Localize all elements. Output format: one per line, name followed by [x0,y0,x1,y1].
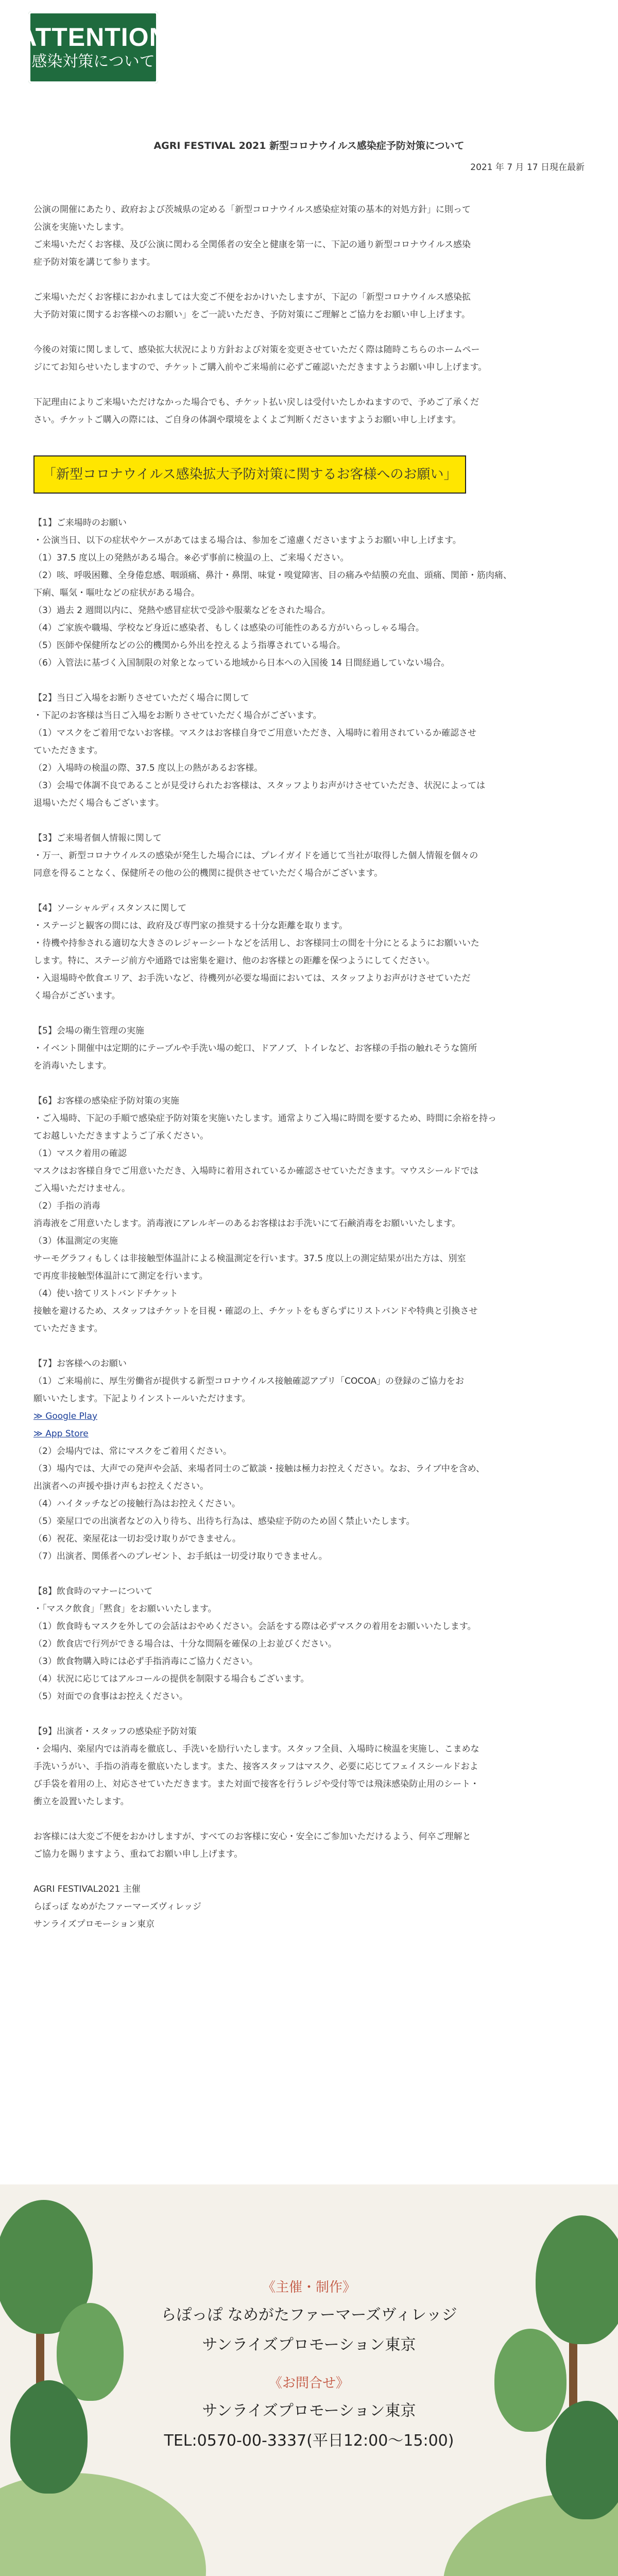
section-heading: 【4】ソーシャルディスタンスに関して [33,903,187,913]
main-content [33,138,585,1933]
section-line: ・万一、新型コロナウイルスの感染が発生した場合には、プレイガイドを通じて当社が取得した個人情報を個々の [33,851,478,861]
page-title: AGRI FESTIVAL 2021 新型コロナウイルス感染症予防対策について [153,140,465,151]
signature-line: サンライズプロモーション東京 [33,1919,155,1929]
intro-line: 大予防対策に関するお客様へのお願い」をご一読いただき、予防対策にご理解とご協力をお願い申し上げます。 [33,310,470,320]
section-line: ・公演当日、以下の症状やケースがあてはまる場合は、参加をご遠慮くださいますようお願い申し上げます。 [33,535,461,546]
organizer-heading: 《主催・制作》 [262,2280,356,2295]
section-heading: 【3】ご来場者個人情報に関して [33,833,162,843]
intro-line: ご来場いただくお客様、及び公演に関わる全関係者の安全と健康を第一に、下記の通り新型コロナウイルス感染 [33,240,471,250]
organizer-name-2: サンライズプロモーション東京 [202,2336,416,2354]
intro-line: さい。チケットご購入の際には、ご自身の体調や環境をよくよご判断くださいますようお願い申し上げます。 [33,415,461,425]
section-line: （1）37.5 度以上の発熱がある場合。※必ず事前に検温の上、ご来場ください。 [33,553,349,563]
contact-tel: TEL:0570-00-3337(平日12:00～15:00) [164,2432,454,2450]
section-line: 消毒液をご用意いたします。消毒液にアレルギーのあるお客様はお手洗いにて石鹸消毒をお願いいたします。 [33,1218,461,1229]
closing-paragraph [33,1828,585,1863]
section-line: （2）咳、呼吸困難、全身倦怠感、咽頭痛、鼻汁・鼻閉、味覚・嗅覚障害、目の痛みや結膜の充血、頭痛、関節・筋肉痛、 [33,570,512,581]
intro-paragraph [33,394,585,429]
contact-heading: 《お問合せ》 [268,2376,349,2391]
section-line: く場合がございます。 [33,991,121,1001]
section-line: （2）入場時の検温の際、37.5 度以上の熱があるお客様。 [33,763,263,773]
section-line: ・下記のお客様は当日ご入場をお断りさせていただく場合がございます。 [33,710,322,721]
section-line: （3）場内では、大声での発声や会話、来場者同士のご歓談・接触は極力お控えください。なお、ライブ中を含め、 [33,1464,485,1474]
footer [0,2184,618,2576]
section-line: び手袋を着用の上、対応させていただきます。また対面で接客を行うレジや受付等では飛沫感染防止用のシート・ [33,1779,479,1789]
section [33,514,585,672]
section [33,1022,585,1075]
section-line: ・会場内、楽屋内では消毒を徹底し、手洗いを励行いたします。スタッフ全員、入場時に検温を実施し、こまめな [33,1744,479,1754]
section-line: （4）ハイタッチなどの接触行為はお控えください。 [33,1499,241,1509]
signature-line: らぽっぽ なめがたファーマーズヴィレッジ [33,1902,202,1912]
section-line: （1）ご来場前に、厚生労働省が提供する新型コロナウイルス接触確認アプリ「COCOA」の登録のご協力をお [33,1376,464,1386]
intro-line: 公演の開催にあたり、政府および茨城県の定める「新型コロナウイルス感染症対策の基本的対処方針」に則って [33,205,471,215]
intro-line: 今後の対策に関しまして、感染拡大状況により方針および対策を変更させていただく際は随時こちらのホームペー [33,345,480,355]
section-heading: 【2】当日ご入場をお断りさせていただく場合に関して [33,693,249,703]
section-line: （5）医師や保健所などの公的機関から外出を控えるよう指導されている場合。 [33,640,346,651]
section-heading: 【7】お客様へのお願い [33,1359,127,1369]
organizer-name-1: らぽっぽ なめがたファーマーズヴィレッジ [161,2306,457,2324]
intro-line: 症予防対策を講じて参ります。 [33,257,156,267]
section-heading: 【5】会場の衛生管理の実施 [33,1026,144,1036]
section-line: 手洗いうがい、手指の消毒を徹底いたします。また、接客スタッフはマスク、必要に応じてフェイスシールドおよ [33,1761,478,1772]
section [33,1092,585,1337]
section-line: 出演者への声援や掛け声もお控えください。 [33,1481,209,1492]
section-line: 接触を避けるため、スタッフはチケットを目視・確認の上、チケットをもぎらずにリストバンドや特典と引換させ [33,1306,478,1316]
section-line: （5）楽屋口での出演者などの入り待ち、出待ち行為は、感染症予防のため固く禁止いたします。 [33,1516,415,1527]
section-heading: 【8】飲食時のマナーについて [33,1586,153,1597]
section-line: 願いいたします。下記よりインストールいただけます。 [33,1394,251,1404]
section-line: ・ステージと観客の間には、政府及び専門家の推奨する十分な距離を取ります。 [33,921,348,931]
section-line: （7）出演者、関係者へのプレゼント、お手紙は一切受け取りできません。 [33,1551,328,1562]
signature-line: AGRI FESTIVAL2021 主催 [33,1884,141,1894]
intro-line: ご来場いただくお客様におかれましては大変ご不便をおかけいたしますが、下記の「新型コロナウイルス感染拡 [33,292,471,302]
section-line: 退場いただく場合もございます。 [33,798,164,808]
section-line: ・入退場時や飲食エリア、お手洗いなど、待機列が必要な場面においては、スタッフよりお声がけさせていただ [33,973,471,984]
intro-line: 下記理由によりご来場いただけなかった場合でも、チケット払い戻しは受付いたしかねますので、予めご了承くだ [33,397,479,408]
footer-info [0,2275,618,2456]
section-line: てお越しいただきますようご了承ください。 [33,1131,209,1141]
store-link[interactable]: ≫ Google Play [33,1411,98,1421]
section-line: （6）祝花、楽屋花は一切お受け取りができません。 [33,1534,241,1544]
section-line: （5）対面での食事はお控えください。 [33,1691,188,1702]
section-heading: 【9】出演者・スタッフの感染症予防対策 [33,1726,197,1737]
section-line: （1）マスクをご着用でないお客様。マスクはお客様自身でご用意いただき、入場時に着用されているか確認させ [33,728,477,738]
closing-line: お客様には大変ご不便をおかけしますが、すべてのお客様に安心・安全にご参加いただけるよう、何卒ご理解と [33,1832,471,1842]
section-line: （4）ご家族や職場、学校など身近に感染者、もしくは感染の可能性のある方がいらっしゃる場合。 [33,623,424,633]
contact-name: サンライズプロモーション東京 [202,2402,416,2420]
section-line: （4）状況に応じてはアルコールの提供を制限する場合もございます。 [33,1674,310,1684]
section-line: サーモグラフィもしくは非接触型体温計による検温測定を行います。37.5 度以上の測定結果が出た方は、別室 [33,1253,466,1264]
section [33,900,585,1005]
highlight-banner: 「新型コロナウイルス感染拡大予防対策に関するお客様へのお願い」 [33,455,466,494]
section [33,1723,585,1810]
section-line: ・ご入場時、下記の手順で感染症予防対策を実施いたします。通常よりご入場に時間を要するため、時間に余裕を持っ [33,1113,496,1124]
section-line: 下痢、嘔気・嘔吐などの症状がある場合。 [33,588,200,598]
section-line: （2）会場内では、常にマスクをご着用ください。 [33,1446,232,1456]
section-line: ご入場いただけません。 [33,1183,131,1194]
section-line: （3）飲食物購入時には必ず手指消毒にご協力ください。 [33,1656,258,1667]
section-line: （3）体温測定の実施 [33,1236,118,1246]
intro-line: 公演を実施いたします。 [33,222,129,232]
section-line: （3）過去 2 週間以内に、発熱や感冒症状で受診や服薬などをされた場合。 [33,605,331,616]
section-line: （2）飲食店で行列ができる場合は、十分な間隔を確保の上お並びください。 [33,1639,337,1649]
section-line: ていただきます。 [33,1324,103,1334]
section-line: （6）入管法に基づく入国制限の対象となっている地域から日本への入国後 14 日間経過していない場合。 [33,658,450,668]
badge-subtitle: 感染対策について [31,53,155,71]
signature-block [33,1880,585,1933]
section-line: （4）使い捨てリストバンドチケット [33,1289,178,1299]
update-date: 2021 年 7 月 17 日現在最新 [470,162,585,173]
section-heading: 【1】ご来場時のお願い [33,518,127,528]
section-line: ていただきます。 [33,745,103,756]
section-line: （1）マスク着用の確認 [33,1148,127,1159]
request-sections [33,514,585,1810]
intro-paragraph [33,201,585,271]
section-line: します。特に、ステージ前方や通路では密集を避け、他のお客様との距離を保つようにしてください。 [33,956,435,966]
section-line: ・イベント開催中は定期的にテーブルや手洗い場の蛇口、ドアノブ、トイレなど、お客様の手指の触れそうな箇所 [33,1043,477,1054]
closing-text [33,1828,585,1863]
intro-paragraph [33,341,585,376]
section-line: ・「マスク飲食」「黙食」をお願いいたします。 [33,1604,217,1614]
section-line: （1）飲食時もマスクを外しての会話はおやめください。会話をする際は必ずマスクの着用をお願いいたします。 [33,1621,476,1632]
section [33,829,585,882]
section-line: 衝立を設置いたします。 [33,1797,129,1807]
section-line: （2）手指の消毒 [33,1201,100,1211]
intro-paragraph [33,289,585,324]
section-line: を消毒いたします。 [33,1061,112,1071]
badge-title: ATTENTION [18,23,168,52]
section-heading: 【6】お客様の感染症予防対策の実施 [33,1096,179,1106]
section-line: （3）会場で体調不良であることが見受けられたお客様は、スタッフよりお声がけさせていただき、状況によっては [33,781,486,791]
closing-line: ご協力を賜りますよう、重ねてお願い申し上げます。 [33,1849,243,1859]
section-line: ・待機や持参される適切な大きさのレジャーシートなどを活用し、お客様同士の間を十分にとるようにお願いいた [33,938,479,948]
attention-badge [18,11,168,83]
section [33,689,585,812]
intro-text [33,201,585,429]
section [33,1583,585,1705]
section-line: 同意を得ることなく、保健所その他の公的機関に提供させていただく場合がございます。 [33,868,383,878]
store-link[interactable]: ≫ App Store [33,1429,89,1439]
section [33,1355,585,1565]
intro-line: ジにてお知らせいたしますので、チケットご購入前やご来場前に必ずご確認いただきますようお願い申し上げます。 [33,362,487,372]
section-line: で再度非接触型体温計にて測定を行います。 [33,1271,208,1281]
section-line: マスクはお客様自身でご用意いただき、入場時に着用されているか確認させていただきます。マウスシールドでは [33,1166,479,1176]
